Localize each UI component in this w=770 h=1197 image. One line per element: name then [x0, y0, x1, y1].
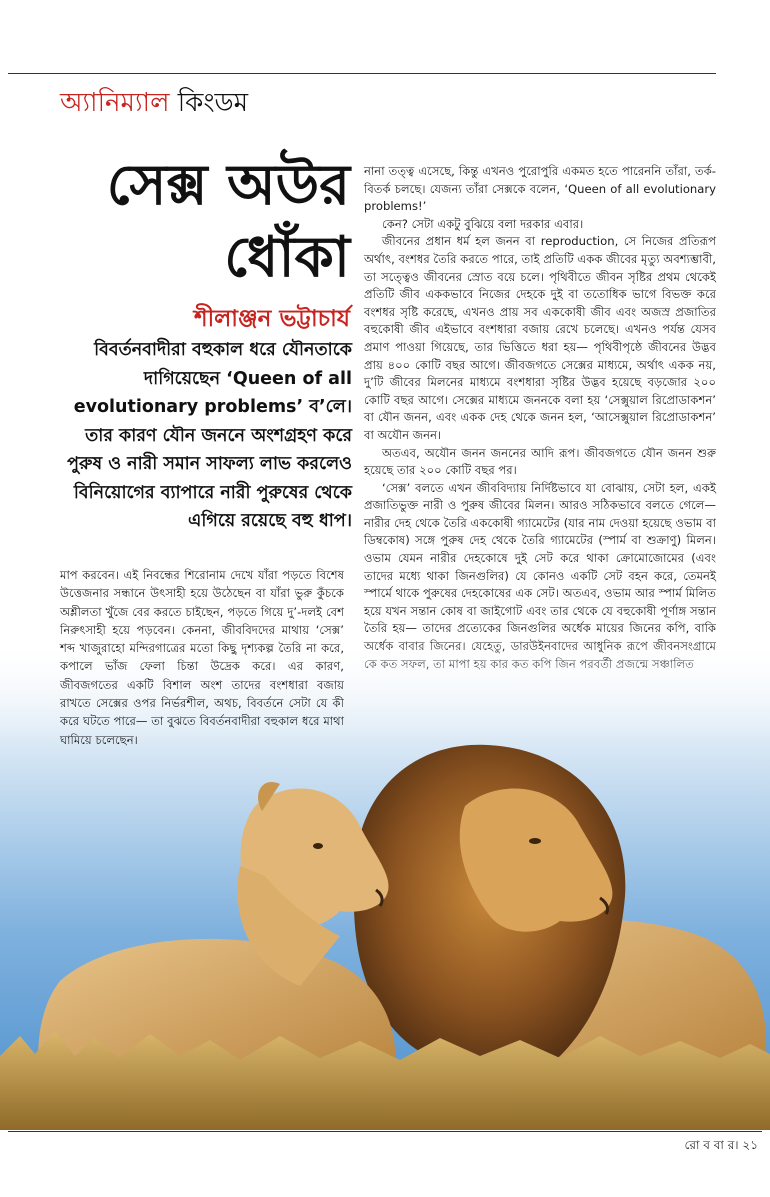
headline: [60, 150, 350, 294]
body-column-right: [364, 163, 716, 673]
headline-line2: ধোঁকা: [224, 225, 350, 290]
section-label-part2: কিংডম: [177, 88, 249, 118]
body-paragraph: নানা তত্ত্ব এসেছে, কিন্তু এখনও পুরোপুরি একমত হতে পারেননি তাঁরা, তর্ক-বিতর্ক চলছে। যেজন্য তাঁরা সেক্সকে বলেন, ‘Queen of all evolutionary problems!’: [364, 164, 716, 214]
body-paragraph: জীবনের প্রধান ধর্ম হল জনন বা reproduction, সে নিজের প্রতিরূপ অর্থাৎ, বংশধর তৈরি করতে পারে, তাই প্রতিটি একক জীবের মৃত্যু অবশ্যম্ভাবী, তা সত্ত্বেও জীবনের স্রোত বয়ে চলে। পৃথিবীতে জীবন সৃষ্টির প্রথম থেকেই প্রতিটি জীব এককভাবে নিজের দেহকে দুই বা ততোধিক ভাগে বিভক্ত করে বংশধর সৃষ্টি করেছে, এখনও প্রায় সব এককোষী জীব এবং অজস্র প্রজাতির বহুকোষী জীব এইভাবে বংশধারা বজায় রেখে চলেছে। এখনও পর্যন্ত যেসব প্রমাণ পাওয়া গিয়েছে, তার ভিত্তিতে ধরা হয়— পৃথিবীপৃষ্ঠে জীবনের উদ্ভব প্রায় ৪০০ কোটি বছর আগে। জীবজগতে সেক্সের মাধ্যমে, অর্থাৎ একক নয়, দু’টি জীবের মিলনের মাধ্যমে বংশধারা সৃষ্টির উদ্ভব হয়েছে বড়জোর ২০০ কোটি বছর আগে। সেক্সের মাধ্যমে জননকে বলা হয় ‘সেক্সুয়াল রিপ্রোডাকশন’ বা যৌন জনন, এবং একক দেহ থেকে জনন হল, ‘আসেক্সুয়াল রিপ্রোডাকশন’ বা অযৌন জনন।: [364, 234, 716, 442]
author-byline: শীলাঞ্জন ভট্টাচার্য: [193, 306, 350, 332]
headline-line1: সেক্স অউর: [106, 153, 350, 218]
body-column-left: [60, 566, 344, 749]
top-rule: [8, 73, 716, 74]
body-paragraph: কেন? সেটা একটু বুঝিয়ে বলা দরকার এবার।: [382, 216, 584, 231]
page-folio: রো ব বা র। ২১: [684, 1138, 758, 1152]
section-label-part1: অ্যানিম্যাল: [60, 88, 170, 118]
body-paragraph: অতএব, অযৌন জনন জননের আদি রূপ। জীবজগতে যৌন জনন শুরু হয়েছে তার ২০০ কোটি বছর পর।: [364, 445, 716, 478]
standfirst: বিবর্তনবাদীরা বহুকাল ধরে যৌনতাকে দাগিয়েছেন ‘Queen of all evolutionary problems’ ব’লে। তার কারণ যৌন জননে অংশগ্রহণ করে পুরুষ ও নারী সমান সাফল্য লাভ করলেও বিনিয়োগের ব্যাপারে নারী পুরুষের থেকে এগিয়ে রয়েছে বহু ধাপ।: [67, 340, 352, 531]
section-label: [60, 82, 248, 126]
body-paragraph: ‘সেক্স’ বলতে এখন জীববিদ্যায় নির্দিষ্টভাবে যা বোঝায়, সেটা হল, একই প্রজাতিভুক্ত নারী ও পুরুষ জীবের মিলন। আরও সঠিকভাবে বলতে গেলে— নারীর দেহ থেকে তৈরি এককোষী গ্যামেটের (যার নাম দেওয়া হয়েছে ওভাম বা ডিম্বকোষ) সঙ্গে পুরুষ দেহ থেকে তৈরি গ্যামেটের (স্পার্ম বা শুক্রাণু) মিলন। ওভাম যেমন নারীর দেহকোষে দুই সেট করে থাকা ক্রোমোজোমের (এবং তাদের মধ্যে থাকা জিনগুলির) যে কোনও একটি সেট বহন করে, তেমনই স্পার্মে থাকে পুরুষের দেহকোষের এক সেট। অতএব, ওভাম আর স্পার্ম মিলিত হয়ে যখন সন্তান কোষ বা জাইগোট এবং তার থেকে যে বহুকোষী পূর্ণাঙ্গ সন্তান তৈরি হয়— তাদের প্রত্যেকের জিনগুলির অর্ধেক মায়ের জিনের কপি, বাকি: [364, 480, 716, 636]
bottom-rule: [8, 1131, 762, 1132]
body-paragraph: মাপ করবেন। এই নিবন্ধের শিরোনাম দেখে যাঁরা পড়তে বিশেষ উত্তেজনার সন্ধানে উৎসাহী হয়ে উঠেছেন বা যাঁরা ভুরু কুঁচকে অশ্লীলতা খুঁজে বের করতে চাইছেন, পড়তে গিয়ে দু’-দলই বেশ নিরুৎসাহী হয়ে পড়বেন। কেননা, জীববিদদের মাথায় ‘সেক্স’ শব্দ খাজুরাহো মন্দিরগাত্রের মতো কিছু দৃশ্যকল্প তৈরি না করে, কপালে ভাঁজ ফেলা চিন্তা উদ্রেক করে। এর কারণ, জীবজগতের একটি বিশাল অংশ তাদের বংশধারা বজায় রাখতে সেক্সের ওপর নির্ভরশীল, অথচ, বিবর্তনে সেটা যে কী করে ঘটতে পারে— তা বুঝতে বিবর্তনবাদীরা বহুকাল ধরে মাথা ঘামিয়ে চলেছেন।: [60, 568, 344, 747]
